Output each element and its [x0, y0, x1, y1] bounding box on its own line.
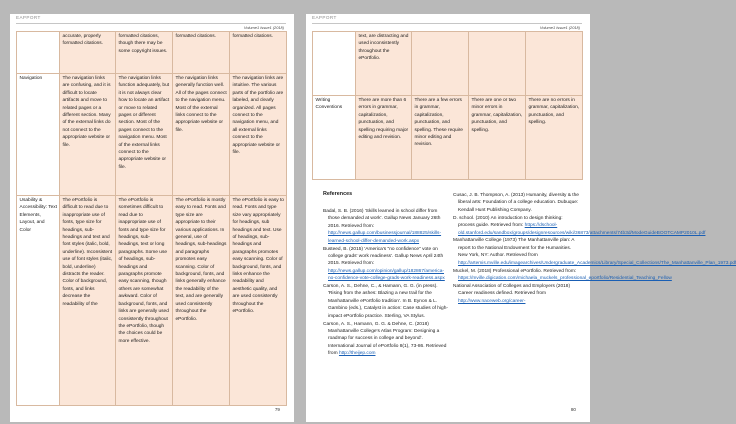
- reference-text: Manhattanville College (1973) The Manhattanville plan: A report to the National Endowment for the Humanities. New York, NY: Author. Retrieved from: [453, 238, 575, 259]
- reference-link[interactable]: http://news.gallup.com/opinion/gallup/182867/america-no-confidence-vote-college-grads-work-readiness.aspx: [328, 268, 445, 282]
- reference-link[interactable]: http://www.naceweb.org/career-: [458, 298, 526, 304]
- reference-link[interactable]: https://dschool-old.stanford.edu/sandbox/groups/designresources/wiki/36873/attachments/74b3d/ModeGuideBOOTCAMP2010L.pdf: [458, 223, 706, 236]
- criterion-cell: Writing Conventions: [313, 96, 356, 180]
- references-column-left: [323, 208, 449, 358]
- reference-link[interactable]: https://mville.digication.com/michaela_muckels_professional_eportfolio/Residential_Teaching_Fellow: [458, 275, 672, 281]
- table-cell: [469, 32, 526, 96]
- table-cell: text, are distracting and used inconsistently throughout the ePortfolio.: [356, 32, 412, 96]
- table-row: [17, 32, 287, 74]
- criterion-cell: Usability & Accessibility: Text Elements, Layout, and Color: [17, 196, 60, 406]
- references-heading: References: [323, 191, 353, 197]
- issue-label: Volume1 Issue1 (2018): [539, 25, 580, 30]
- table-cell: The ePortfolio is sometimes difficult to read due to inappropriate use of fonts and type size for headings, sub-headings, text or long paragraphs. Some use of headings, sub-headings and paragraphs promote easy scanning, though others are somewhat awkward. Color of background, fonts, and links are generally used consistently throughout the ePortfolio, though the choices could be more effective.: [116, 196, 173, 406]
- criterion-cell: Navigation: [17, 74, 60, 196]
- reference-link[interactable]: http://news.gallup.com/businessjournal/188825/skills-learned-school-differ-demanded-work.aspx: [328, 231, 442, 244]
- table-cell: The navigation links function adequately, but it is not always clear how to locate an artifact or move to related pages or different section. Most of the pages connect to the navigation menu. Most of the external links connect to the appropriate website or file.: [116, 74, 173, 196]
- table-cell: The ePortfolio is difficult to read due to inappropriate use of fonts, type size for headings, sub-headings and text and font styles (italic, bold, underline). Inconsistent use of font styles (italic, bold, underline) distracts the reader. Color of background, fonts, and links decrease the readability of the: [60, 196, 116, 406]
- page-number: 79: [274, 407, 280, 412]
- reference-text: Busteed, B. (2015) 'America's "no confidence" vote on college grads' work readiness'. Gallup News April 24th 2015. Retrieved from:: [323, 246, 444, 267]
- table-cell: The navigation links are intuitive. The various parts of the portfolio are labeled, and clearly organized. All pages connect to the navigation menu, and all external links connect to the appropriate website or file.: [230, 74, 287, 196]
- left-page: [10, 14, 294, 422]
- table-cell: [526, 32, 583, 96]
- reference-text: Carson, A. S., Dehne, C., & Hamann, G. G. (in press). 'Rising from the ashes: Blazing a new trail for the Manhattanville ePortfolio tradition'. In B. Eynon & L. Gambino (eds.), Catalyst in action: Case studies of high-impact ePortfolio practice. Sterling, VA Stylus.: [323, 284, 448, 319]
- reference-entry: [453, 215, 706, 237]
- table-cell: There are no errors in grammar, capitalization, punctuation, and spelling.: [526, 96, 583, 180]
- reference-text: Muckel, M. (2018) Professional ePortfolio. Retrieved from:: [453, 268, 577, 274]
- table-cell: accurate, properly formatted citations.: [60, 32, 116, 74]
- reference-text: Badal, S. B. (2016) 'Skills learned in school differ from those demanded at work'. Gallup News January 26th 2016. Retrieved from:: [323, 209, 441, 229]
- reference-text: D. school. (2010) An introduction to design thinking: process guide. Retrieved from:: [453, 215, 563, 229]
- criterion-cell: [17, 32, 60, 74]
- table-cell: The ePortfolio is mostly easy to read. Fonts and type size are appropriate to their various applications. In general, use of headings, sub-headings and paragraphs promotes easy scanning. Color of background, fonts, and links generally enhance the readability of the text, and are generally used consistently throughout the ePortfolio.: [173, 196, 230, 406]
- reference-entry: [453, 268, 672, 283]
- table-cell: formatted citations, though there may be some copyright issues.: [116, 32, 173, 74]
- table-cell: The navigation links generally function well. All of the pages connect to the navigation menu. Most of the external links connect to the appropriate website or file.: [173, 74, 230, 196]
- reference-text: Carson, A. S., Hamann, G. G. & Dehne, C. (2018) Manhattanville College's Atlas Program: Designing a roadmap for success in college and beyond'. International Journal of ePortfolio 8(1), 73-86. Retrieved from: [323, 321, 447, 357]
- reference-entry: [323, 321, 449, 358]
- reference-entry: [453, 237, 736, 267]
- reference-entry: [323, 208, 449, 245]
- reference-entry: [323, 283, 449, 320]
- page-number: 80: [570, 407, 576, 412]
- criterion-cell: [313, 32, 356, 96]
- table-cell: The ePortfolio is easy to read. Fonts and type size vary appropriately for headings, sub headings and text. Use of headings, sub-headings and paragraphs promotes easy scanning. Color of background, fonts, and links enhance the readability and aesthetic quality, and are used consistently throughout the ePortfolio.: [230, 196, 287, 406]
- rubric-table: [312, 31, 583, 180]
- table-row: [313, 96, 583, 180]
- running-header: EAPPORT: [16, 15, 41, 20]
- table-cell: There are a few errors in grammar, capitalization, punctuation, and spelling. These require minor editing and revision.: [412, 96, 469, 180]
- reference-entry: [323, 246, 449, 283]
- reference-entry: [453, 192, 579, 214]
- table-cell: formatted citations.: [173, 32, 230, 74]
- reference-text: National Association of Colleges and Employers (2018) Career readiness defined. Retrieved from: [453, 283, 571, 297]
- table-cell: There are one or two minor errors in grammar, capitalization, punctuation, and spelling.: [469, 96, 526, 180]
- table-cell: There are more than 6 errors in grammar, capitalization, punctuation, and spelling requiring major editing and revision.: [356, 96, 412, 180]
- table-cell: The navigation links are confusing, and it is difficult to locate artifacts and move to related pages or a different section. Many of the external links do not connect to the appropriate website or file.: [60, 74, 116, 196]
- table-row: [17, 74, 287, 196]
- table-row: [313, 32, 583, 96]
- reference-link[interactable]: http://theijep.com: [338, 351, 376, 357]
- right-page: [306, 14, 736, 422]
- rubric-table: [16, 31, 287, 406]
- reference-entry: [453, 283, 579, 305]
- references-column-right: [453, 192, 736, 306]
- header-rule: [16, 23, 286, 24]
- running-header: EAPPORT: [312, 15, 337, 20]
- issue-label: Volume1 Issue1 (2018): [243, 25, 284, 30]
- header-rule: [312, 23, 582, 24]
- table-cell: formatted citations.: [230, 32, 287, 74]
- reference-link[interactable]: http://artemis.mville.edu/imagearchives/Undergraduate_Academics/Library/Special_Collections/The_Manhattanville_Plan_1973.pdf: [458, 260, 736, 266]
- reference-text: Cusac, J. B. Thompson, A. (2013) Humanity, diversity & the liberal arts: Foundation of a college education. Dubuque: Kendall Hunt Publishing Company.: [453, 193, 579, 213]
- table-row: [17, 196, 287, 406]
- table-cell: [412, 32, 469, 96]
